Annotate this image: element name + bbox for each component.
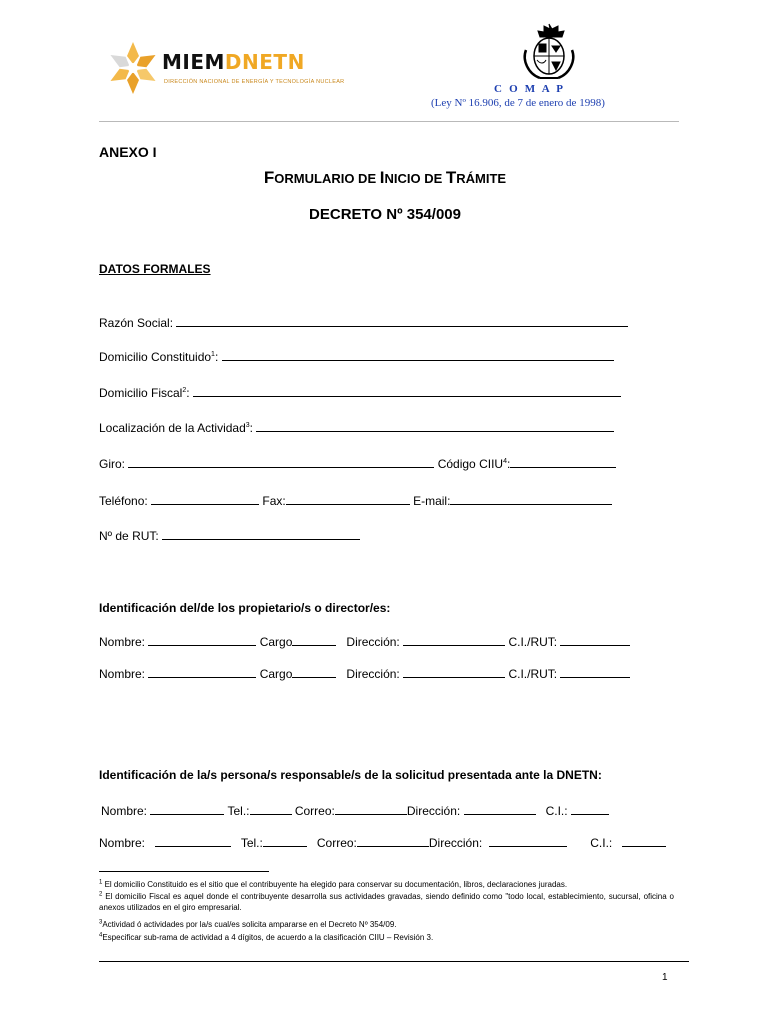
- resp-nombre-label: Nombre:: [101, 804, 148, 818]
- resp-nombre-input[interactable]: [150, 804, 224, 815]
- owner-cargo-input[interactable]: [292, 667, 336, 678]
- logo-wordmark: [162, 50, 305, 74]
- field-label: Código CIIU: [437, 457, 504, 471]
- title-part: I: [379, 168, 385, 187]
- resp-tel-label: Tel.:: [227, 804, 250, 818]
- codigo-ciiu-input[interactable]: [510, 457, 616, 468]
- footnote-text: Actividad ó actividades por la/s cual/es solicita ampararse en el Decreto Nº 354/09.: [102, 920, 397, 929]
- domicilio-fiscal-input[interactable]: [193, 386, 621, 397]
- owner-ci-rut-input[interactable]: [560, 635, 630, 646]
- owner-cargo-label: Cargo: [259, 635, 293, 649]
- field-giro: [99, 457, 616, 471]
- footer-divider: [99, 961, 689, 962]
- owner-cargo-label: Cargo: [259, 667, 293, 681]
- field-label: Nº de RUT:: [99, 529, 159, 543]
- field-label: Razón Social:: [99, 316, 174, 330]
- field-domicilio-fiscal: [99, 386, 621, 400]
- footnote-mark: 4: [503, 458, 507, 465]
- title-part: F: [263, 168, 275, 187]
- razon-social-input[interactable]: [176, 316, 628, 327]
- page-number: 1: [662, 972, 668, 983]
- field-colon: :: [249, 421, 254, 435]
- owner-nombre-label: Nombre:: [99, 635, 146, 649]
- owner-direccion-input[interactable]: [403, 635, 505, 646]
- rut-input[interactable]: [162, 529, 360, 540]
- owner-cargo-input[interactable]: [292, 635, 336, 646]
- resp-correo-input[interactable]: [357, 836, 429, 847]
- footnote-number: 3: [99, 919, 103, 926]
- telefono-input[interactable]: [151, 494, 259, 505]
- field-domicilio-constituido: [99, 350, 614, 364]
- resp-tel-input[interactable]: [250, 804, 292, 815]
- owner-row: [99, 635, 630, 649]
- email-input[interactable]: [450, 494, 612, 505]
- field-label: Giro:: [99, 457, 126, 471]
- owners-heading: Identificación del/de los propietario/s o director/es:: [99, 601, 391, 615]
- footnote-number: 4: [99, 932, 103, 939]
- owner-ci-rut-input[interactable]: [560, 667, 630, 678]
- owner-ci-rut-label: C.I./RUT:: [508, 667, 558, 681]
- field-colon: :: [214, 350, 219, 364]
- miem-logo-icon: [104, 40, 162, 96]
- coat-of-arms-icon: [518, 20, 580, 82]
- annex-label: ANEXO I: [99, 144, 157, 160]
- footnote-number: 2: [99, 891, 103, 898]
- logo-subtitle: DIRECCIÓN NACIONAL DE ENERGÍA Y TECNOLOGÍA NUCLEAR: [164, 79, 345, 85]
- localizacion-input[interactable]: [256, 421, 614, 432]
- responsible-row: [99, 836, 666, 850]
- section-formal-data: DATOS FORMALES: [99, 262, 211, 276]
- resp-nombre-label: Nombre:: [99, 836, 146, 850]
- owner-nombre-input[interactable]: [148, 635, 256, 646]
- resp-direccion-label: Dirección:: [428, 836, 483, 850]
- form-title: [0, 168, 770, 188]
- owner-direccion-input[interactable]: [403, 667, 505, 678]
- owner-row: [99, 667, 630, 681]
- footnote-2: [99, 891, 674, 913]
- footnote-mark: 3: [245, 422, 250, 429]
- responsible-row: [101, 804, 609, 818]
- resp-correo-input[interactable]: [335, 804, 407, 815]
- footnote-rule: [99, 871, 269, 872]
- field-contacto: [99, 494, 612, 508]
- resp-direccion-label: Dirección:: [406, 804, 461, 818]
- title-part: RÁMITE: [456, 171, 507, 186]
- resp-tel-input[interactable]: [263, 836, 307, 847]
- footnote-text: El domicilio Constituido es el sitio que el contribuyente ha elegido para conservar su documentación, libros, declaraciones juradas.: [104, 880, 568, 889]
- resp-ci-input[interactable]: [622, 836, 666, 847]
- title-part: ORMULARIO DE: [274, 171, 380, 186]
- field-localizacion: [99, 421, 614, 435]
- field-label: Localización de la Actividad: [99, 421, 246, 435]
- footnote-4: [99, 932, 674, 943]
- field-rut: [99, 529, 360, 543]
- footnote-number: 1: [99, 879, 103, 886]
- comap-title: C O M A P: [494, 83, 566, 95]
- law-reference: (Ley Nº 16.906, de 7 de enero de 1998): [431, 97, 605, 109]
- field-colon: :: [186, 386, 190, 400]
- field-label: Fax:: [262, 494, 286, 508]
- resp-direccion-input[interactable]: [489, 836, 567, 847]
- field-label: Domicilio Fiscal: [99, 386, 183, 400]
- title-part: T: [445, 168, 457, 187]
- logo-dnetn-text: DNETN: [224, 50, 305, 74]
- resp-tel-label: Tel.:: [240, 836, 263, 850]
- resp-ci-input[interactable]: [571, 804, 609, 815]
- field-label: Teléfono:: [99, 494, 148, 508]
- header-divider: [99, 121, 679, 122]
- logo-miem-text: MIEM: [162, 50, 225, 74]
- owner-nombre-label: Nombre:: [99, 667, 146, 681]
- resp-correo-label: Correo:: [294, 804, 335, 818]
- owner-ci-rut-label: C.I./RUT:: [508, 635, 558, 649]
- footnote-1: [99, 879, 674, 890]
- footnote-text: El domicilio Fiscal es aquel donde el contribuyente desarrolla sus actividades gravadas, siendo definido como "todo local, establecimiento, sucursal, oficina o anexos utilizados en el giro empresarial.: [99, 892, 674, 912]
- resp-correo-label: Correo:: [316, 836, 357, 850]
- miem-dnetn-logo: [104, 40, 354, 96]
- footnote-mark: 1: [211, 351, 215, 358]
- responsible-heading: Identificación de la/s persona/s responsable/s de la solicitud presentada ante la DNETN:: [99, 768, 602, 782]
- footnote-text: Especificar sub-rama de actividad a 4 dígitos, de acuerdo a la clasificación CIIU – Revisión 3.: [102, 933, 434, 942]
- giro-input[interactable]: [128, 457, 434, 468]
- field-label: Domicilio Constituido: [99, 350, 212, 364]
- resp-direccion-input[interactable]: [464, 804, 536, 815]
- resp-ci-label: C.I.:: [545, 804, 568, 818]
- field-razon-social: [99, 316, 628, 330]
- fax-input[interactable]: [286, 494, 410, 505]
- domicilio-constituido-input[interactable]: [222, 350, 614, 361]
- owner-direccion-label: Dirección:: [346, 635, 400, 649]
- resp-nombre-input[interactable]: [155, 836, 231, 847]
- resp-ci-label: C.I.:: [590, 836, 613, 850]
- footnote-3: [99, 919, 674, 930]
- title-part: NICIO DE: [384, 171, 446, 186]
- owner-nombre-input[interactable]: [148, 667, 256, 678]
- field-colon: :: [506, 457, 511, 471]
- field-label: E-mail:: [413, 494, 451, 508]
- owner-direccion-label: Dirección:: [346, 667, 400, 681]
- footnote-mark: 2: [182, 387, 187, 394]
- decree-title: DECRETO Nº 354/009: [309, 206, 461, 223]
